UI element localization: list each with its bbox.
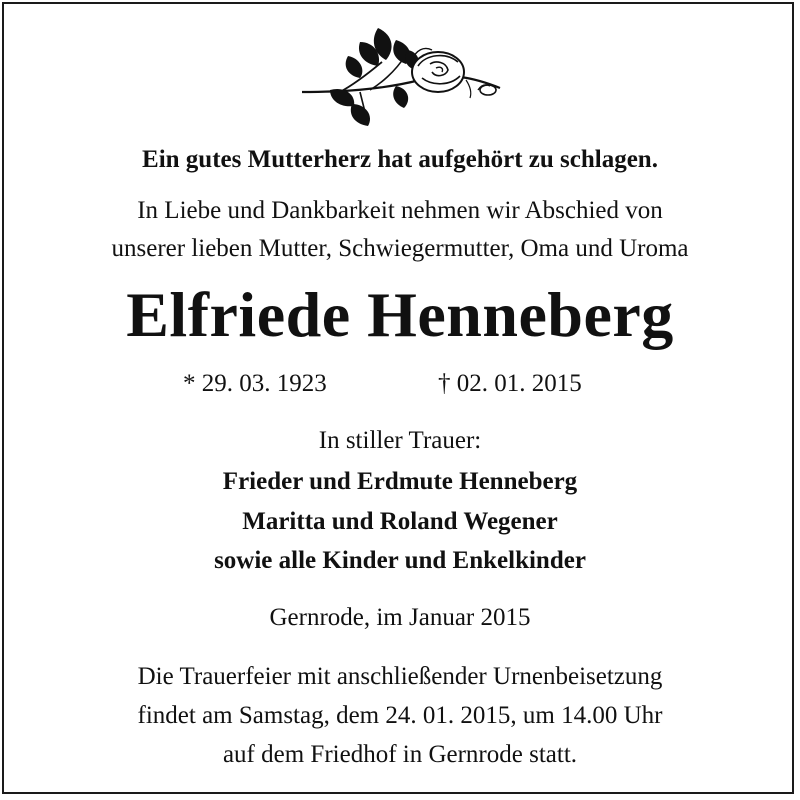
- headline: Ein gutes Mutterherz hat aufgehört zu schlagen.: [142, 146, 658, 173]
- rose-icon: [300, 20, 505, 130]
- ceremony-line-3: auf dem Friedhof in Gernrode statt.: [222, 741, 578, 768]
- death-date: † 02. 01. 2015: [438, 370, 582, 397]
- ceremony-line-2: findet am Samstag, dem 24. 01. 2015, um 14.00 Uhr: [137, 702, 663, 729]
- place-date: Gernrode, im Januar 2015: [269, 604, 531, 631]
- birth-date: * 29. 03. 1923: [183, 370, 327, 397]
- mourner-1: Frieder und Erdmute Henneberg: [222, 468, 578, 495]
- mourner-3: sowie alle Kinder und Enkelkinder: [214, 547, 586, 574]
- deceased-name: Elfriede Henneberg: [126, 279, 674, 350]
- intro-line-2: unserer lieben Mutter, Schwiegermutter, Oma und Uroma: [111, 235, 689, 262]
- intro-line-1: In Liebe und Dankbarkeit nehmen wir Abschied von: [137, 197, 663, 224]
- mourning-label: In stiller Trauer:: [318, 427, 482, 454]
- mourner-2: Maritta und Roland Wegener: [242, 508, 558, 535]
- ceremony-line-1: Die Trauerfeier mit anschließender Urnenbeisetzung: [137, 663, 663, 690]
